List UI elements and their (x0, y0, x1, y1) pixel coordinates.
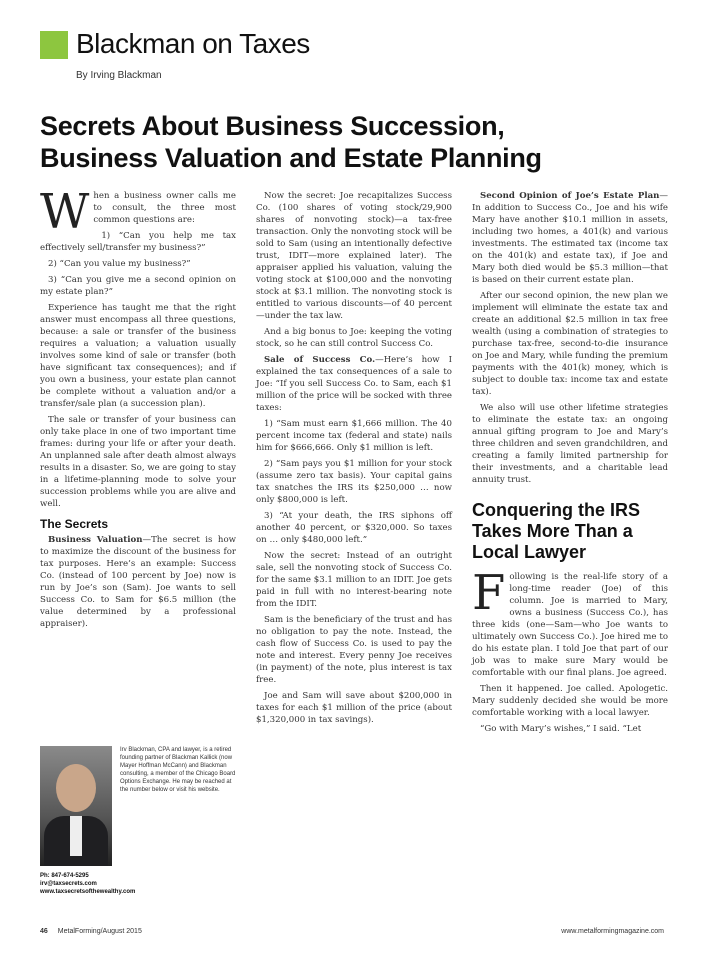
column-2 (256, 190, 452, 730)
footer-website: www.metalformingmagazine.com (561, 928, 664, 935)
paragraph: The sale or transfer of your business can only take place in one of two important time frames: during your life or after your death. An unplanned sale after death almost always results in a disaster. So, we are going to stay in a lifetime-planning mode to solve your succession problems while you are alive and well. (40, 415, 236, 509)
author-contact (40, 872, 135, 896)
column-marker (40, 31, 68, 59)
article-title-line1: Secrets About Business Succession, (40, 111, 505, 141)
paragraph: 1) “Can you help me tax effectively sell/transfer my business?” (40, 231, 236, 253)
paragraph: Sam is the beneficiary of the trust and has no obligation to pay the note. Instead, the cash flow of Success Co. is used to pay the note and interest. Every penny Joe receives (in payment) of the note, plus interest is tax free. (256, 615, 452, 685)
paragraph: Business Valuation—The secret is how to maximize the discount of the business for tax purposes. Here’s an example: Success Co. (instead of 100 percent by Joe) now is run by Joe’s son (Sam). Joe wants to sell Success Co. to Sam for $6.5 million (the value determined by a professional appraiser). (40, 535, 236, 629)
paragraph: 1) “Sam must earn $1,666 million. The 40 percent income tax (federal and state) nails him for $666,666. Only $1 million is left. (256, 419, 452, 453)
paragraph: Experience has taught me that the right answer must encompass all three questions, because: a sale or transfer of the business requires a valuation; a valuation usually involves some kind of sale or transfer (both have significant tax consequences); and if you own a business, your estate plan cannot be complete without a valuation and/or a transfer/sale plan (a succession plan). (40, 303, 236, 409)
drop-cap: F (472, 565, 506, 621)
paragraph: 3) “At your death, the IRS siphons off another 40 percent, or $320,000. So taxes on … only $480,000 left.” (256, 511, 452, 545)
paragraph: Joe and Sam will save about $200,000 in taxes for each $1 million of the price (about $1,320,000 in tax savings). (256, 691, 452, 725)
author-website: www.taxsecretsofthewealthy.com (40, 889, 136, 895)
paragraph: Now the secret: Instead of an outright sale, sell the nonvoting stock of Success Co. for the same $3.1 million to an IDIT. Joe gets paid in full with no interest-bearing note from the IDIT. (256, 551, 452, 609)
subheading: The Secrets (40, 517, 109, 531)
article-title (40, 110, 680, 174)
column-3 (472, 190, 668, 739)
paragraph: Second Opinion of Joe’s Estate Plan—In addition to Success Co., Joe and his wife Mary have another $10.1 million in assets, including two homes, a 401(k) and various investments. The estimated tax (income tax on the 401(k) and estate tax), if Joe and Mary both died would be $5.3 million—that is based on their current estate plan. (472, 191, 668, 285)
paragraph: 3) “Can you give me a second opinion on my estate plan?” (40, 275, 236, 297)
run-in-head: Second Opinion of Joe’s Estate Plan (480, 191, 660, 201)
column-1 (40, 184, 236, 634)
author-phone: Ph: 847-674-5295 (40, 873, 89, 879)
paragraph: Now the secret: Joe recapitalizes Success Co. (100 shares of voting stock/29,900 shares of nonvoting stock)—a tax-free transaction. Only the nonvoting stock will be sold to Sam (using an intentionally defective trust, IDIT—more explained later). The appraiser applied his valuation, valuing the voting stock at $100,000 and the nonvoting stock at $3.1 million. The nonvoting stock is entitled to various discounts—of 40 percent—under the tax law. (256, 191, 452, 321)
paragraph: When a business owner calls me to consult, the three most common questions are: (40, 184, 236, 240)
paragraph: After our second opinion, the new plan we implement will eliminate the estate tax and create an additional $2.5 million in tax free wealth (using a combination of strategies to purchase tax-free, second-to-die insurance on Joe and Mary, while funding the premium payments with the 401(k) money, which is subject to double tax: income tax and estate tax). (472, 291, 668, 397)
article-title-line2: Business Valuation and Estate Planning (40, 143, 542, 173)
paragraph: We also will use other lifetime strategies to eliminate the estate tax: an ongoing annual gifting program to Joe and Mary’s three children and seven grandchildren, and creating a family limited partnership for their investments, and a charitable lead annuity trust. (472, 403, 668, 485)
run-in-head: Sale of Success Co. (264, 355, 376, 365)
paragraph: 2) “Can you value my business?” (48, 259, 191, 269)
run-in-head: Business Valuation (48, 535, 143, 545)
byline: By Irving Blackman (76, 70, 162, 81)
author-photo (40, 746, 112, 866)
bio-text: Irv Blackman, CPA and lawyer, is a retired founding partner of Blackman Kallick (now Mayer Hoffman McCann) and Blackman consulting, a member of the Chicago Board Options Exchange. He may be reached at the number below or visit his website. (120, 747, 236, 793)
sidebar-heading: Conquering the IRS Takes More Than a Local Lawyer (472, 500, 640, 562)
page-number: 46 (40, 928, 48, 935)
paragraph: Following is the real-life story of a long-time reader (Joe) of this column. Joe is married to Mary, owns a business (Success Co.), has three kids (one—Sam—who Joe wants to ultimately own Success Co.). Joe hired me to do his estate plan. I told Joe that part of our job was to make sure Mary would be comfortable with our final plans. Joe agreed. (472, 565, 668, 678)
footer-left (40, 928, 142, 935)
author-bio (40, 736, 236, 904)
paragraph: “Go with Mary’s wishes,” I said. “Let (480, 724, 642, 734)
column-title: Blackman on Taxes (76, 28, 310, 59)
paragraph: 2) “Sam pays you $1 million for your stock (assume zero tax basis). Your capital gains tax snatches the IRS its $250,000 … now only $800,000 is left. (256, 459, 452, 505)
paragraph: Sale of Success Co.—Here’s how I explained the tax consequences of a sale to Joe: “If you sell Success Co. to Sam, each $1 million of the price will be socked with three taxes: (256, 355, 452, 413)
drop-cap: W (40, 184, 90, 240)
paragraph: Then it happened. Joe called. Apologetic. Mary suddenly decided she would be more comfortable working with a local lawyer. (472, 684, 668, 718)
paragraph: And a big bonus to Joe: keeping the voting stock, so he can still control Success Co. (256, 327, 452, 349)
author-email: irv@taxsecrets.com (40, 881, 97, 887)
magazine-issue: MetalForming/August 2015 (57, 928, 142, 935)
